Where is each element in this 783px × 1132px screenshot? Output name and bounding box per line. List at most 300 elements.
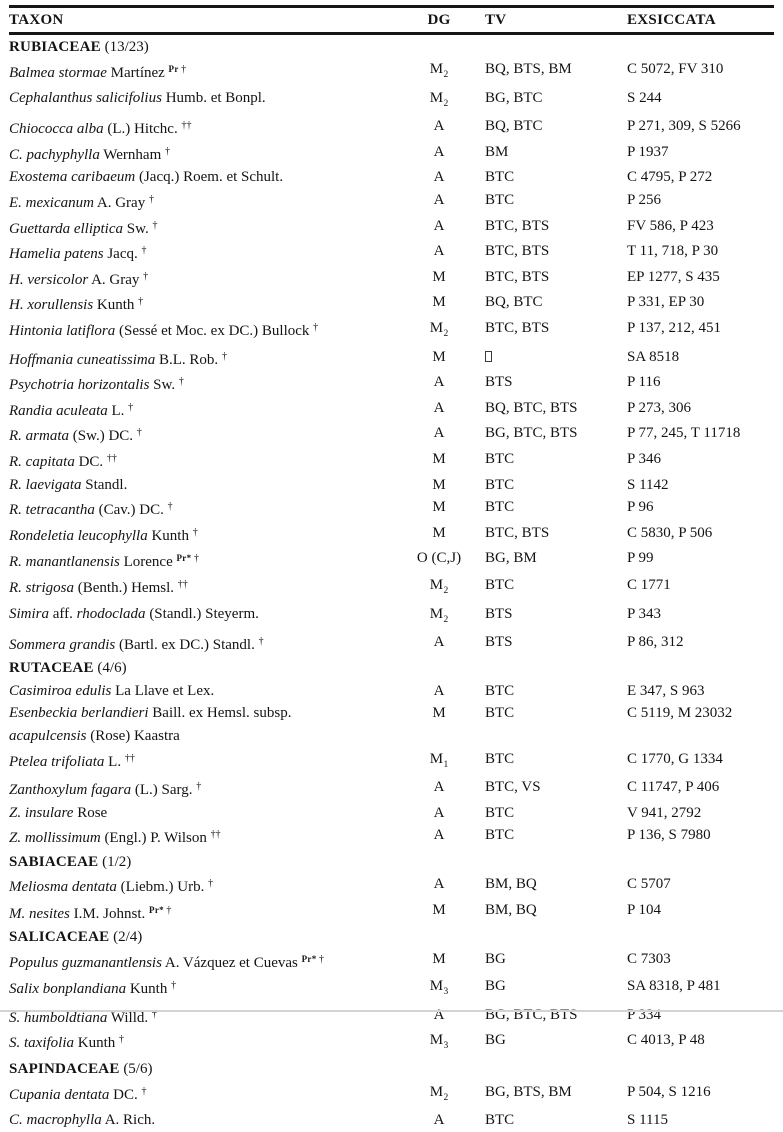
- taxon-row: [9, 474, 774, 497]
- family-count: (4/6): [94, 660, 127, 676]
- dg-cell: [409, 522, 469, 548]
- dagger-mark: †: [164, 905, 172, 916]
- tv-cell: BTC, VS: [469, 776, 618, 802]
- dagger-mark: ††: [181, 120, 191, 131]
- family-count: (5/6): [120, 1061, 153, 1077]
- taxon-cell: [9, 266, 409, 292]
- taxon-authority: (Sw.) DC.: [69, 428, 137, 444]
- dg-cell: [409, 448, 469, 474]
- dagger-mark: †: [143, 271, 148, 282]
- family-row: [9, 657, 774, 680]
- taxon-cell: [9, 574, 409, 603]
- dg-value: M: [432, 951, 445, 967]
- tv-cell: BTC, BTS: [469, 266, 618, 292]
- dg-value: M: [430, 90, 443, 106]
- taxon-row: [9, 802, 774, 825]
- exsiccata-cell: T 11, 718, P 30: [618, 240, 774, 266]
- exsiccata-cell: P 346: [618, 448, 774, 474]
- tv-cell: BTC, BTS: [469, 240, 618, 266]
- taxon-row: [9, 631, 774, 657]
- dagger-mark: †: [165, 146, 170, 157]
- dagger-mark: †: [193, 527, 198, 538]
- dg-value: A: [434, 876, 445, 892]
- dg-subscript: 2: [444, 586, 449, 596]
- taxon-authority: aff.: [49, 606, 77, 622]
- dg-subscript: 3: [444, 1041, 449, 1051]
- taxon-row: [9, 522, 774, 548]
- dg-cell: [409, 1081, 469, 1110]
- dg-value: A: [434, 400, 445, 416]
- taxon-authority: (Rose) Kaastra: [86, 728, 179, 744]
- taxon-authority: (Standl.) Steyerm.: [146, 606, 259, 622]
- taxon-row: [9, 1029, 774, 1058]
- taxon-cell: [9, 496, 409, 522]
- exsiccata-cell: C 1771: [618, 574, 774, 603]
- taxon-cell: [9, 824, 409, 850]
- dg-cell: [409, 87, 469, 116]
- taxon-name-italic: Cupania dentata: [9, 1087, 109, 1103]
- taxon-authority: La Llave et Lex.: [111, 683, 214, 699]
- tv-cell: BTC, BTS: [469, 215, 618, 241]
- taxon-row: [9, 240, 774, 266]
- exsiccata-cell: S 1115: [618, 1109, 774, 1132]
- dg-value: M: [430, 61, 443, 77]
- exsiccata-cell: P 77, 245, T 11718: [618, 422, 774, 448]
- dg-value: A: [434, 169, 445, 185]
- tv-cell: BQ, BTS, BM: [469, 58, 618, 87]
- tv-cell: BG: [469, 1029, 618, 1058]
- taxon-table: [9, 5, 774, 1132]
- tv-cell: BTC: [469, 802, 618, 825]
- taxon-cell: [9, 397, 409, 423]
- exsiccata-cell: P 86, 312: [618, 631, 774, 657]
- taxon-cell: [9, 1029, 409, 1058]
- taxon-authority: B.L. Rob.: [155, 352, 222, 368]
- tv-cell: BTC: [469, 748, 618, 777]
- taxon-cell: [9, 58, 409, 87]
- taxon-row: [9, 371, 774, 397]
- taxon-row: [9, 899, 774, 926]
- taxon-name-italic: M. nesites: [9, 906, 70, 922]
- dg-value: A: [434, 1112, 445, 1128]
- taxon-name-italic: Z. mollissimum: [9, 830, 101, 846]
- taxon-name-italic: Salix bonplandiana: [9, 981, 126, 997]
- column-header-taxon: TAXON: [9, 7, 409, 34]
- dg-cell: [409, 371, 469, 397]
- taxon-authority: L.: [108, 403, 128, 419]
- taxon-authority: (Bartl. ex DC.) Standl.: [115, 637, 258, 653]
- dagger-mark: †: [208, 878, 213, 889]
- taxon-authority: (L.) Sarg.: [131, 782, 196, 798]
- dg-cell: [409, 58, 469, 87]
- family-cell: [9, 657, 774, 680]
- tv-cell: BTC: [469, 189, 618, 215]
- tv-cell: BTC: [469, 1109, 618, 1132]
- dg-value: A: [434, 634, 445, 650]
- taxon-name-italic: Guettarda elliptica: [9, 221, 123, 237]
- dg-value: A: [434, 779, 445, 795]
- taxon-row: [9, 948, 774, 975]
- dg-cell: [409, 346, 469, 372]
- taxon-authority: A. Vázquez et Cuevas: [162, 955, 302, 971]
- family-row: [9, 1058, 774, 1081]
- taxon-name-italic: E. mexicanum: [9, 195, 94, 211]
- taxon-row: [9, 680, 774, 703]
- dg-cell: [409, 748, 469, 777]
- dagger-mark: †: [141, 245, 146, 256]
- dagger-mark: †: [137, 427, 142, 438]
- exsiccata-cell: E 347, S 963: [618, 680, 774, 703]
- tv-cell: BTC: [469, 702, 618, 747]
- dg-cell: [409, 948, 469, 975]
- dg-value: A: [434, 425, 445, 441]
- taxon-row: [9, 215, 774, 241]
- taxon-cell: [9, 631, 409, 657]
- family-cell: [9, 925, 774, 948]
- dagger-mark: †: [152, 220, 157, 231]
- dg-subscript: 2: [444, 329, 449, 339]
- taxon-authority: Jacq.: [104, 246, 142, 262]
- dagger-mark: †: [313, 322, 318, 333]
- taxon-name-italic: R. tetracantha: [9, 502, 95, 518]
- dg-value: M: [430, 978, 443, 994]
- exsiccata-cell: SA 8518: [618, 346, 774, 372]
- dagger-mark: ††: [107, 453, 117, 464]
- exsiccata-cell: C 5830, P 506: [618, 522, 774, 548]
- dg-cell: [409, 166, 469, 189]
- taxon-row: [9, 317, 774, 346]
- taxon-authority: L.: [104, 754, 124, 770]
- taxon-authority: (L.) Hitchc.: [104, 121, 182, 137]
- taxon-row: [9, 266, 774, 292]
- dg-cell: [409, 603, 469, 632]
- taxon-cell: [9, 948, 409, 975]
- pr-status-mark: Pr*: [176, 553, 191, 563]
- taxon-cell: [9, 1004, 409, 1030]
- taxon-row: [9, 547, 774, 574]
- tv-cell: BG: [469, 975, 618, 1004]
- dagger-mark: †: [317, 954, 325, 965]
- taxon-row: [9, 346, 774, 372]
- taxon-cell: [9, 603, 409, 632]
- dg-value: A: [434, 805, 445, 821]
- taxon-row: [9, 141, 774, 167]
- dg-subscript: 2: [444, 70, 449, 80]
- dg-cell: [409, 397, 469, 423]
- taxon-row: [9, 1081, 774, 1110]
- tv-cell: BTC: [469, 496, 618, 522]
- taxon-row: [9, 397, 774, 423]
- dagger-mark: ††: [125, 753, 135, 764]
- table-header: [9, 7, 774, 34]
- dg-value: A: [434, 243, 445, 259]
- taxon-row: [9, 166, 774, 189]
- taxon-row: [9, 1004, 774, 1030]
- family-cell: [9, 1058, 774, 1081]
- tv-cell: BG, BTC, BTS: [469, 1004, 618, 1030]
- dagger-mark: †: [259, 636, 264, 647]
- tv-cell: BG, BTC: [469, 87, 618, 116]
- taxon-name-italic: C. pachyphylla: [9, 147, 100, 163]
- dagger-mark: †: [171, 980, 176, 991]
- taxon-cell: [9, 189, 409, 215]
- taxon-row: [9, 748, 774, 777]
- taxon-authority: Martínez: [107, 65, 169, 81]
- dg-cell: [409, 141, 469, 167]
- exsiccata-cell: C 7303: [618, 948, 774, 975]
- taxon-name-italic: Chiococca alba: [9, 121, 104, 137]
- family-name: SABIACEAE: [9, 854, 98, 870]
- taxon-name-italic: R. laevigata: [9, 477, 81, 493]
- exsiccata-cell: C 5119, M 23032: [618, 702, 774, 747]
- dg-cell: [409, 802, 469, 825]
- taxon-name-italic: Balmea stormae: [9, 65, 107, 81]
- taxon-name-italic: Populus guzmanantlensis: [9, 955, 162, 971]
- dagger-mark: †: [168, 501, 173, 512]
- dagger-mark: †: [152, 1009, 157, 1020]
- dg-value: A: [434, 827, 445, 843]
- dg-subscript: 3: [444, 987, 449, 997]
- taxon-cell: [9, 215, 409, 241]
- page-bottom-edge: [0, 1010, 783, 1012]
- taxon-row: [9, 448, 774, 474]
- taxon-authority: Wernham: [100, 147, 165, 163]
- dagger-mark: ††: [211, 829, 221, 840]
- dg-value: M: [432, 499, 445, 515]
- dg-value: A: [434, 374, 445, 390]
- taxon-authority: Kunth: [93, 297, 138, 313]
- taxon-row: [9, 603, 774, 632]
- dg-cell: [409, 1109, 469, 1132]
- taxon-row: [9, 291, 774, 317]
- taxon-authority: (Liebm.) Urb.: [117, 879, 208, 895]
- taxon-name-italic: Hintonia latiflora: [9, 323, 115, 339]
- taxon-authority: DC.: [75, 454, 107, 470]
- family-name: SAPINDACEAE: [9, 1061, 120, 1077]
- dg-cell: [409, 240, 469, 266]
- taxon-row: [9, 189, 774, 215]
- dg-value: M: [430, 320, 443, 336]
- tv-cell: BG, BM: [469, 547, 618, 574]
- taxon-authority: I.M. Johnst.: [70, 906, 149, 922]
- tv-cell: BG, BTS, BM: [469, 1081, 618, 1110]
- tv-cell: BTS: [469, 371, 618, 397]
- taxon-authority: A. Gray: [88, 272, 143, 288]
- taxon-authority: (Engl.) P. Wilson: [101, 830, 211, 846]
- exsiccata-cell: P 334: [618, 1004, 774, 1030]
- family-cell: [9, 34, 774, 59]
- dg-cell: [409, 422, 469, 448]
- pr-status-mark: Pr*: [149, 905, 164, 915]
- dg-cell: [409, 496, 469, 522]
- exsiccata-cell: C 11747, P 406: [618, 776, 774, 802]
- taxon-name-italic: Exostema caribaeum: [9, 169, 135, 185]
- taxon-row: [9, 702, 774, 747]
- taxon-cell: [9, 748, 409, 777]
- exsiccata-cell: C 1770, G 1334: [618, 748, 774, 777]
- taxon-row: [9, 824, 774, 850]
- taxon-cell: [9, 1109, 409, 1132]
- dg-subscript: 1: [444, 760, 449, 770]
- taxon-authority: (Cav.) DC.: [95, 502, 168, 518]
- exsiccata-cell: P 504, S 1216: [618, 1081, 774, 1110]
- taxon-cell: [9, 166, 409, 189]
- taxon-name-italic: Casimiroa edulis: [9, 683, 111, 699]
- dg-cell: [409, 873, 469, 899]
- exsiccata-cell: P 136, S 7980: [618, 824, 774, 850]
- taxon-name-italic: H. versicolor: [9, 272, 88, 288]
- dagger-mark: †: [142, 1086, 147, 1097]
- dg-cell: [409, 1029, 469, 1058]
- dg-cell: [409, 680, 469, 703]
- dg-value: M: [432, 451, 445, 467]
- dg-value: M: [432, 349, 445, 365]
- family-row: [9, 34, 774, 59]
- tv-cell: BTC, BTS: [469, 522, 618, 548]
- taxon-name-italic: C. macrophylla: [9, 1112, 102, 1128]
- taxon-authority: Sw.: [123, 221, 152, 237]
- table-body: [9, 34, 774, 1132]
- taxon-cell: [9, 873, 409, 899]
- tv-cell: BTC: [469, 448, 618, 474]
- taxon-name-italic: rhodoclada: [77, 606, 146, 622]
- taxon-authority: Baill. ex Hemsl. subsp.: [149, 705, 292, 721]
- taxon-row: [9, 776, 774, 802]
- taxon-name-italic: Zanthoxylum fagara: [9, 782, 131, 798]
- dagger-mark: †: [179, 376, 184, 387]
- dg-cell: [409, 631, 469, 657]
- exsiccata-cell: P 96: [618, 496, 774, 522]
- dg-cell: [409, 776, 469, 802]
- dg-value: M: [430, 1032, 443, 1048]
- dg-value: M: [432, 902, 445, 918]
- taxon-name-italic: Z. insulare: [9, 805, 73, 821]
- taxon-authority: Humb. et Bonpl.: [162, 90, 266, 106]
- taxon-authority: DC.: [109, 1087, 141, 1103]
- dg-cell: [409, 115, 469, 141]
- tv-cell: BG, BTC, BTS: [469, 422, 618, 448]
- taxon-cell: [9, 702, 409, 747]
- tv-cell: BTC: [469, 574, 618, 603]
- dagger-mark: ††: [178, 579, 188, 590]
- dg-value: A: [434, 1007, 445, 1023]
- taxon-name-italic: S. humboldtiana: [9, 1010, 107, 1026]
- tv-cell: BM, BQ: [469, 873, 618, 899]
- taxon-row: [9, 975, 774, 1004]
- column-header-exsiccata: EXSICCATA: [618, 7, 774, 34]
- taxon-name-italic: Randia aculeata: [9, 403, 108, 419]
- tv-cell: BQ, BTC: [469, 115, 618, 141]
- taxon-name-italic: R. armata: [9, 428, 69, 444]
- dagger-mark: †: [128, 402, 133, 413]
- dg-value: A: [434, 118, 445, 134]
- dg-value: M: [432, 269, 445, 285]
- exsiccata-cell: P 273, 306: [618, 397, 774, 423]
- dg-value: M: [430, 1084, 443, 1100]
- tv-cell: BTS: [469, 603, 618, 632]
- taxon-row: [9, 422, 774, 448]
- taxon-row: [9, 87, 774, 116]
- taxon-name-italic: S. taxifolia: [9, 1035, 74, 1051]
- taxon-authority: Standl.: [81, 477, 127, 493]
- tv-cell: BM: [469, 141, 618, 167]
- dg-value: A: [434, 144, 445, 160]
- family-count: (2/4): [109, 929, 142, 945]
- taxon-name-italic: R. manantlanensis: [9, 554, 120, 570]
- exsiccata-cell: P 343: [618, 603, 774, 632]
- exsiccata-cell: S 244: [618, 87, 774, 116]
- taxon-name-italic: Simira: [9, 606, 49, 622]
- taxon-authority: Willd.: [107, 1010, 152, 1026]
- taxon-authority: A. Gray: [94, 195, 149, 211]
- dagger-mark: †: [119, 1034, 124, 1045]
- exsiccata-cell: P 116: [618, 371, 774, 397]
- taxon-cell: [9, 802, 409, 825]
- dg-value: O (C,J): [417, 550, 461, 566]
- taxon-row: [9, 873, 774, 899]
- taxon-authority: A. Rich.: [102, 1112, 155, 1128]
- taxon-authority: (Jacq.) Roem. et Schult.: [135, 169, 283, 185]
- tv-cell: BQ, BTC: [469, 291, 618, 317]
- family-row: [9, 850, 774, 873]
- dg-value: A: [434, 192, 445, 208]
- dagger-mark: †: [191, 553, 199, 564]
- dg-value: A: [434, 218, 445, 234]
- exsiccata-cell: P 271, 309, S 5266: [618, 115, 774, 141]
- taxon-cell: [9, 448, 409, 474]
- taxon-cell: [9, 1081, 409, 1110]
- taxon-cell: [9, 547, 409, 574]
- taxon-name-italic: Sommera grandis: [9, 637, 115, 653]
- taxon-cell: [9, 680, 409, 703]
- taxon-authority: Sw.: [149, 377, 178, 393]
- taxon-cell: [9, 346, 409, 372]
- taxon-cell: [9, 522, 409, 548]
- taxon-cell: [9, 474, 409, 497]
- pr-status-mark: Pr: [169, 64, 179, 74]
- tv-cell: BM, BQ: [469, 899, 618, 926]
- tv-cell: [469, 346, 618, 372]
- taxon-row: [9, 496, 774, 522]
- dagger-mark: †: [138, 296, 143, 307]
- taxon-cell: [9, 371, 409, 397]
- taxon-cell: [9, 291, 409, 317]
- taxon-name-italic: R. capitata: [9, 454, 75, 470]
- dg-value: M: [432, 477, 445, 493]
- exsiccata-cell: C 5072, FV 310: [618, 58, 774, 87]
- taxon-name-italic: Esenbeckia berlandieri: [9, 705, 149, 721]
- dg-value: M: [432, 705, 445, 721]
- dg-cell: [409, 702, 469, 747]
- dagger-mark: †: [222, 351, 227, 362]
- exsiccata-cell: S 1142: [618, 474, 774, 497]
- taxon-cell: [9, 115, 409, 141]
- taxon-authority: Rose: [73, 805, 107, 821]
- taxon-cell: [9, 240, 409, 266]
- taxon-name-italic: Hamelia patens: [9, 246, 104, 262]
- exsiccata-cell: C 4795, P 272: [618, 166, 774, 189]
- dg-subscript: 2: [444, 1093, 449, 1103]
- taxon-authority: Kunth: [148, 528, 193, 544]
- tv-cell: BQ, BTC, BTS: [469, 397, 618, 423]
- family-name: RUTACEAE: [9, 660, 94, 676]
- exsiccata-cell: P 99: [618, 547, 774, 574]
- tv-cell: BG: [469, 948, 618, 975]
- dg-cell: [409, 266, 469, 292]
- taxon-name-italic: Rondeletia leucophylla: [9, 528, 148, 544]
- dg-cell: [409, 975, 469, 1004]
- dg-value: M: [430, 577, 443, 593]
